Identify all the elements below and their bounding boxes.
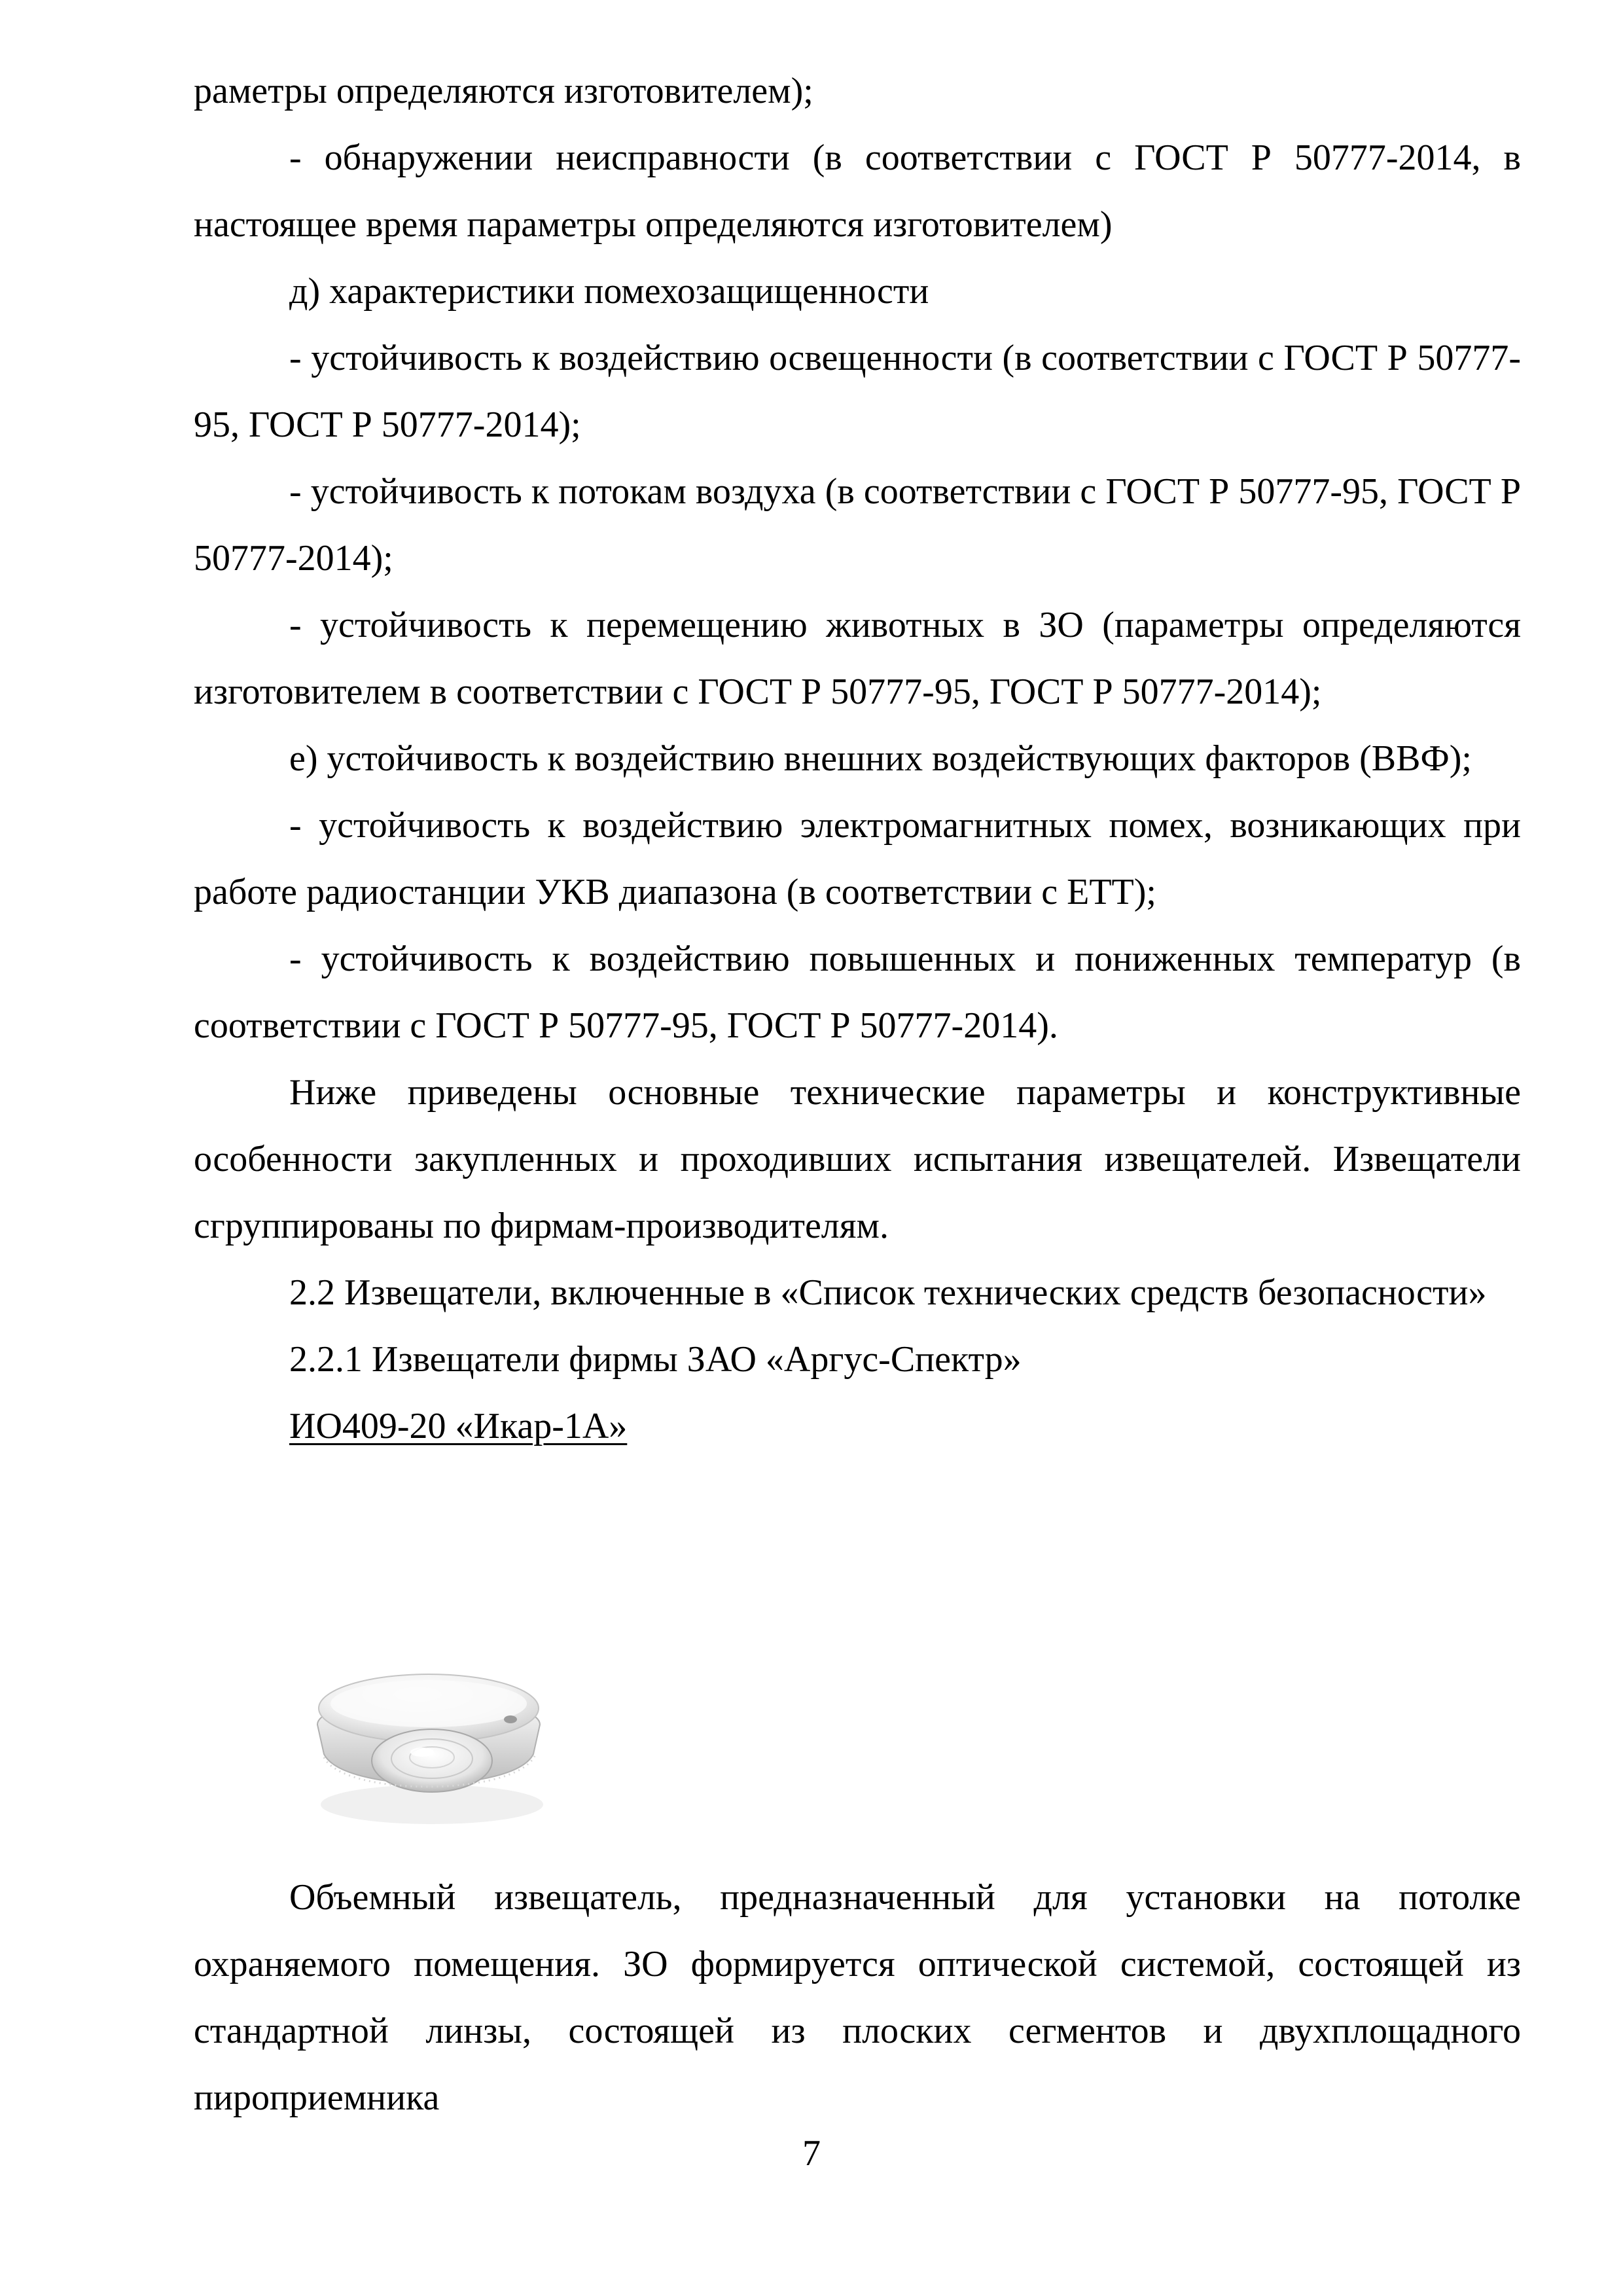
paragraph-airflow-immunity: - устойчивость к потокам воздуха (в соответствии с ГОСТ Р 50777-95, ГОСТ Р 50777-2014); — [194, 471, 1521, 579]
paragraph-continuation: раметры определяются изготовителем); — [194, 71, 813, 111]
product-title — [194, 1393, 1521, 1460]
paragraph-fault-detection: - обнаружении неисправности (в соответствии с ГОСТ Р 50777-2014, в настоящее время параметры определяются изготовителем) — [194, 137, 1521, 245]
paragraph-noise-immunity-heading: д) характеристики помехозащищенности — [289, 271, 929, 312]
paragraph-summary-intro: Ниже приведены основные технические параметры и конструктивные особенности закупленных и проходивших испытания извещателей. Извещатели сгруппированы по фирмам-производителям. — [194, 1072, 1521, 1246]
detector-figure — [298, 1633, 560, 1842]
ceiling-detector-icon — [298, 1633, 560, 1842]
product-title-text: ИО409-20 «Икар-1А» — [289, 1406, 628, 1446]
document-body-bottom — [194, 1864, 1521, 2131]
document-body-top — [194, 58, 1521, 1460]
paragraph-temperature: - устойчивость к воздействию повышенных и пониженных температур (в соответствии с ГОСТ Р 50777-95, ГОСТ Р 50777-2014). — [194, 939, 1521, 1046]
section-heading-2-2: 2.2 Извещатели, включенные в «Список технических средств безопасности» — [289, 1272, 1487, 1313]
paragraph-detector-description: Объемный извещатель, предназначенный для установки на потолке охраняемого помещения. ЗО формируется оптической системой, состоящей из стандартной линзы, состоящей из плоских сегментов и двухплощадного пироприемника — [194, 1877, 1521, 2118]
paragraph-animal-immunity: - устойчивость к перемещению животных в ЗО (параметры определяются изготовителем в соответствии с ГОСТ Р 50777-95, ГОСТ Р 50777-2014); — [194, 605, 1521, 712]
page-number: 7 — [802, 2133, 821, 2174]
section-heading-2-2-1: 2.2.1 Извещатели фирмы ЗАО «Аргус-Спектр» — [289, 1339, 1022, 1380]
paragraph-em-interference: - устойчивость к воздействию электромагнитных помех, возникающих при работе радиостанции УКВ диапазона (в соответствии с ЕТТ); — [194, 805, 1521, 912]
paragraph-light-immunity: - устойчивость к воздействию освещенности (в соответствии с ГОСТ Р 50777-95, ГОСТ Р 50777-2014); — [194, 338, 1521, 445]
paragraph-external-factors: е) устойчивость к воздействию внешних воздействующих факторов (ВВФ); — [289, 738, 1472, 779]
